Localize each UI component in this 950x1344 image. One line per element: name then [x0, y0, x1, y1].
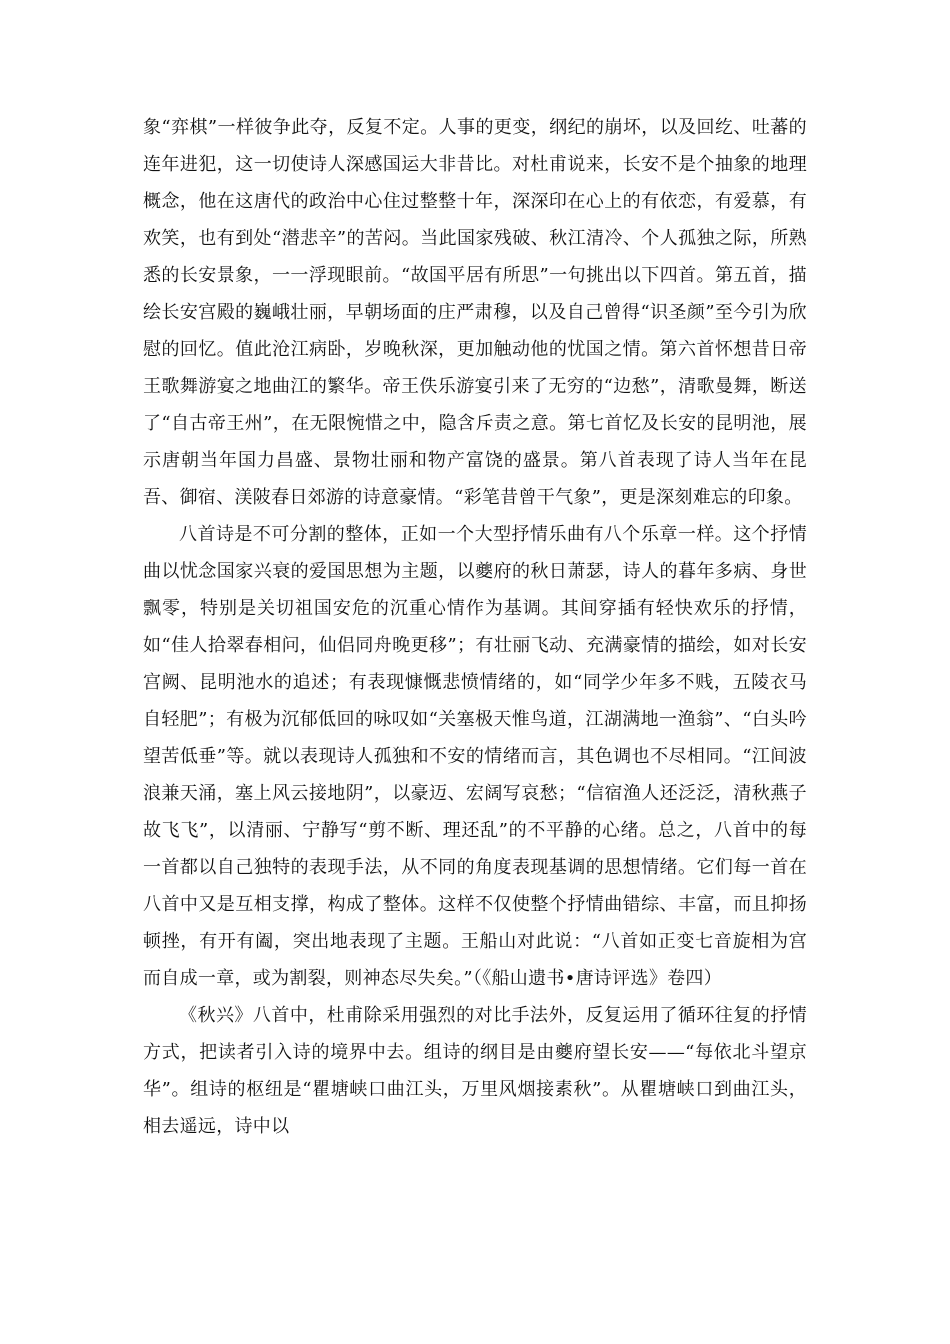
paragraph-3: 《秋兴》八首中，杜甫除采用强烈的对比手法外，反复运用了循环往复的抒情方式，把读者引入诗的境界中去。组诗的纲目是由夔府望长安——“每依北斗望京华”。组诗的枢纽是“瞿塘峡口曲江头，万里风烟接素秋”。从瞿塘峡口到曲江头，相去遥远，诗中以 — [143, 1005, 807, 1137]
paragraph-1: 象“弈棋”一样彼争此夺，反复不定。人事的更变，纲纪的崩坏，以及回纥、吐蕃的连年进犯，这一切使诗人深感国运大非昔比。对杜甫说来，长安不是个抽象的地理概念，他在这唐代的政治中心住过整整十年，深深印在心上的有依恋，有爱慕，有欢笑，也有到处“潜悲辛”的苦闷。当此国家残破、秋江清冷、个人孤独之际，所熟悉的长安景象，一一浮现眼前。“故国平居有所思”一句挑出以下四首。第五首，描绘长安宫殿的巍峨壮丽，早朝场面的庄严肃穆，以及自己曾得“识圣颜”至今引为欣慰的回忆。值此沧江病卧，岁晚秋深，更加触动他的忧国之情。第六首怀想昔日帝王歌舞游宴之地曲江的繁华。帝王佚乐游宴引来了无穷的“边愁”，清歌曼舞，断送了“自古帝王州”，在无限惋惜之中，隐含斥责之意。第七首忆及长安的昆明池，展示唐朝当年国力昌盛、景物壮丽和物产富饶的盛景。第八首表现了诗人当年在昆吾、御宿、渼陂春日郊游的诗意豪情。“彩笔昔曾干气象”，更是深刻难忘的印象。 — [143, 117, 807, 508]
paragraph-2: 八首诗是不可分割的整体，正如一个大型抒情乐曲有八个乐章一样。这个抒情曲以忧念国家兴衰的爱国思想为主题，以夔府的秋日萧瑟，诗人的暮年多病、身世飘零，特别是关切祖国安危的沉重心情作为基调。其间穿插有轻快欢乐的抒情，如“佳人拾翠春相问，仙侣同舟晚更移”；有壮丽飞动、充满豪情的描绘，如对长安宫阙、昆明池水的追述；有表现慷慨悲愤情绪的，如“同学少年多不贱，五陵衣马自轻肥”；有极为沉郁低回的咏叹如“关塞极天惟鸟道，江湖满地一渔翁”、“白头吟望苦低垂”等。就以表现诗人孤独和不安的情绪而言，其色调也不尽相同。“江间波浪兼天涌，塞上风云接地阴”，以豪迈、宏阔写哀愁；“信宿渔人还泛泛，清秋燕子故飞飞”，以清丽、宁静写“剪不断、理还乱”的不平静的心绪。总之，八首中的每一首都以自己独特的表现手法，从不同的角度表现基调的思想情绪。它们每一首在八首中又是互相支撑，构成了整体。这样不仅使整个抒情曲错综、丰富，而且抑扬顿挫，有开有阖，突出地表现了主题。王船山对此说：“八首如正变七音旋相为宫而自成一章，或为割裂，则神态尽失矣。”（《船山遗书•唐诗评选》卷四） — [143, 524, 807, 989]
body-text — [143, 109, 807, 1145]
